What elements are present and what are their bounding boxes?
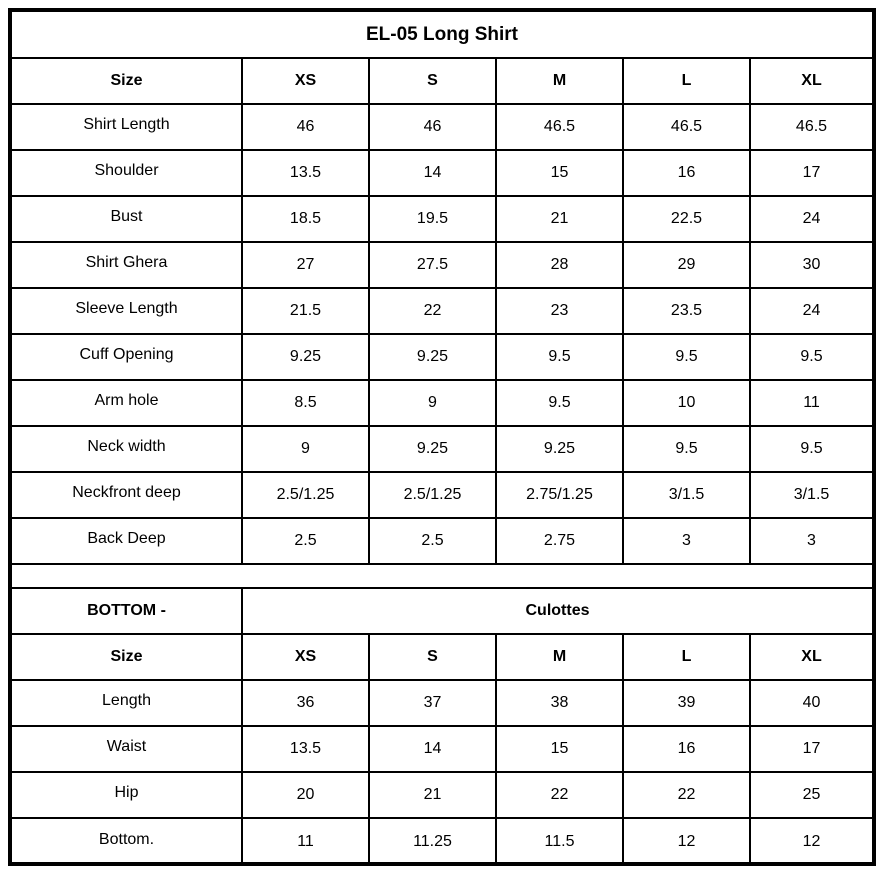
shirt-row-bust bbox=[12, 196, 872, 242]
size-header-s: S bbox=[369, 634, 496, 680]
measurement-value-xs: 18.5 bbox=[242, 196, 369, 242]
measurement-value-m: 21 bbox=[496, 196, 623, 242]
size-header-xl: XL bbox=[750, 58, 872, 104]
measurement-value-xl: 46.5 bbox=[750, 104, 872, 150]
title-row bbox=[12, 12, 872, 58]
measurement-value-xs: 13.5 bbox=[242, 726, 369, 772]
measurement-label: Length bbox=[12, 680, 242, 726]
shirt-row-neck-width bbox=[12, 426, 872, 472]
measurement-value-m: 23 bbox=[496, 288, 623, 334]
measurement-value-l: 9.5 bbox=[623, 334, 750, 380]
measurement-value-xl: 3 bbox=[750, 518, 872, 564]
bottom-row-waist bbox=[12, 726, 872, 772]
measurement-value-s: 22 bbox=[369, 288, 496, 334]
bottom-row-length bbox=[12, 680, 872, 726]
bottom-section-header-row bbox=[12, 588, 872, 634]
measurement-value-xl: 40 bbox=[750, 680, 872, 726]
measurement-label: Bust bbox=[12, 196, 242, 242]
measurement-value-s: 46 bbox=[369, 104, 496, 150]
measurement-value-s: 9 bbox=[369, 380, 496, 426]
size-header-xs: XS bbox=[242, 634, 369, 680]
measurement-value-xs: 36 bbox=[242, 680, 369, 726]
measurement-label: Neck width bbox=[12, 426, 242, 472]
measurement-value-xl: 17 bbox=[750, 150, 872, 196]
measurement-label: Shirt Length bbox=[12, 104, 242, 150]
measurement-value-m: 28 bbox=[496, 242, 623, 288]
measurement-value-l: 16 bbox=[623, 726, 750, 772]
measurement-value-s: 14 bbox=[369, 726, 496, 772]
section-spacer-row bbox=[12, 564, 872, 588]
bottom-row-hip bbox=[12, 772, 872, 818]
shirt-row-shoulder bbox=[12, 150, 872, 196]
measurement-value-l: 16 bbox=[623, 150, 750, 196]
measurement-value-xs: 21.5 bbox=[242, 288, 369, 334]
measurement-value-s: 2.5/1.25 bbox=[369, 472, 496, 518]
measurement-value-xs: 9 bbox=[242, 426, 369, 472]
measurement-label: Waist bbox=[12, 726, 242, 772]
measurement-value-xl: 24 bbox=[750, 196, 872, 242]
measurement-value-l: 22 bbox=[623, 772, 750, 818]
measurement-label: Neckfront deep bbox=[12, 472, 242, 518]
measurement-value-s: 27.5 bbox=[369, 242, 496, 288]
measurement-value-m: 2.75 bbox=[496, 518, 623, 564]
measurement-label: Shirt Ghera bbox=[12, 242, 242, 288]
size-header-l: L bbox=[623, 58, 750, 104]
shirt-row-sleeve-length bbox=[12, 288, 872, 334]
measurement-value-xs: 11 bbox=[242, 818, 369, 864]
measurement-value-xs: 46 bbox=[242, 104, 369, 150]
measurement-value-xl: 3/1.5 bbox=[750, 472, 872, 518]
size-header-l: L bbox=[623, 634, 750, 680]
size-header-xl: XL bbox=[750, 634, 872, 680]
measurement-value-l: 46.5 bbox=[623, 104, 750, 150]
measurement-value-m: 22 bbox=[496, 772, 623, 818]
size-header-m: M bbox=[496, 634, 623, 680]
measurement-value-s: 14 bbox=[369, 150, 496, 196]
size-header-xs: XS bbox=[242, 58, 369, 104]
size-chart-frame bbox=[8, 8, 876, 866]
size-header-m: M bbox=[496, 58, 623, 104]
measurement-label: Back Deep bbox=[12, 518, 242, 564]
measurement-value-m: 11.5 bbox=[496, 818, 623, 864]
measurement-value-xl: 9.5 bbox=[750, 426, 872, 472]
bottom-type-label: Culottes bbox=[242, 588, 872, 634]
shirt-row-arm-hole bbox=[12, 380, 872, 426]
measurement-value-xs: 9.25 bbox=[242, 334, 369, 380]
measurement-value-m: 46.5 bbox=[496, 104, 623, 150]
measurement-value-l: 39 bbox=[623, 680, 750, 726]
measurement-value-xl: 9.5 bbox=[750, 334, 872, 380]
measurement-label: Bottom. bbox=[12, 818, 242, 864]
measurement-value-m: 2.75/1.25 bbox=[496, 472, 623, 518]
measurement-value-m: 15 bbox=[496, 726, 623, 772]
measurement-value-l: 12 bbox=[623, 818, 750, 864]
measurement-value-l: 22.5 bbox=[623, 196, 750, 242]
measurement-value-l: 3/1.5 bbox=[623, 472, 750, 518]
shirt-size-header-row bbox=[12, 58, 872, 104]
measurement-value-m: 38 bbox=[496, 680, 623, 726]
size-header-label: Size bbox=[12, 58, 242, 104]
measurement-value-s: 11.25 bbox=[369, 818, 496, 864]
measurement-value-s: 21 bbox=[369, 772, 496, 818]
measurement-value-xl: 11 bbox=[750, 380, 872, 426]
shirt-row-cuff-opening bbox=[12, 334, 872, 380]
measurement-value-l: 23.5 bbox=[623, 288, 750, 334]
measurement-value-s: 37 bbox=[369, 680, 496, 726]
measurement-value-l: 3 bbox=[623, 518, 750, 564]
size-header-label: Size bbox=[12, 634, 242, 680]
measurement-value-s: 19.5 bbox=[369, 196, 496, 242]
measurement-value-xl: 25 bbox=[750, 772, 872, 818]
measurement-value-l: 9.5 bbox=[623, 426, 750, 472]
measurement-label: Shoulder bbox=[12, 150, 242, 196]
shirt-row-shirt-ghera bbox=[12, 242, 872, 288]
measurement-value-m: 9.25 bbox=[496, 426, 623, 472]
measurement-value-s: 9.25 bbox=[369, 426, 496, 472]
shirt-row-neckfront-deep bbox=[12, 472, 872, 518]
measurement-value-l: 10 bbox=[623, 380, 750, 426]
measurement-value-m: 9.5 bbox=[496, 334, 623, 380]
measurement-value-xs: 8.5 bbox=[242, 380, 369, 426]
shirt-row-shirt-length bbox=[12, 104, 872, 150]
measurement-value-xs: 27 bbox=[242, 242, 369, 288]
measurement-value-xl: 30 bbox=[750, 242, 872, 288]
bottom-row-bottom bbox=[12, 818, 872, 864]
measurement-value-m: 15 bbox=[496, 150, 623, 196]
measurement-value-s: 2.5 bbox=[369, 518, 496, 564]
section-spacer bbox=[12, 564, 872, 588]
measurement-label: Hip bbox=[12, 772, 242, 818]
measurement-value-xl: 17 bbox=[750, 726, 872, 772]
bottom-section-label: BOTTOM - bbox=[12, 588, 242, 634]
size-chart-table bbox=[12, 12, 872, 864]
shirt-row-back-deep bbox=[12, 518, 872, 564]
bottom-size-header-row bbox=[12, 634, 872, 680]
measurement-value-xl: 12 bbox=[750, 818, 872, 864]
measurement-value-xs: 2.5 bbox=[242, 518, 369, 564]
size-header-s: S bbox=[369, 58, 496, 104]
measurement-label: Arm hole bbox=[12, 380, 242, 426]
measurement-value-xl: 24 bbox=[750, 288, 872, 334]
measurement-value-xs: 20 bbox=[242, 772, 369, 818]
measurement-value-s: 9.25 bbox=[369, 334, 496, 380]
measurement-label: Cuff Opening bbox=[12, 334, 242, 380]
measurement-value-l: 29 bbox=[623, 242, 750, 288]
size-chart-body bbox=[12, 12, 872, 864]
chart-title: EL-05 Long Shirt bbox=[12, 12, 872, 58]
measurement-label: Sleeve Length bbox=[12, 288, 242, 334]
measurement-value-xs: 2.5/1.25 bbox=[242, 472, 369, 518]
measurement-value-m: 9.5 bbox=[496, 380, 623, 426]
measurement-value-xs: 13.5 bbox=[242, 150, 369, 196]
